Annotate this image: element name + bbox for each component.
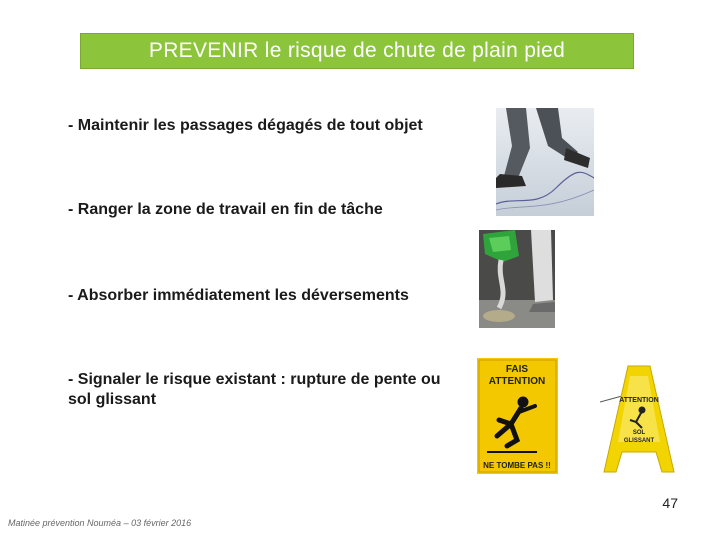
bullet-clear-passages: - Maintenir les passages dégagés de tout objet <box>68 117 423 134</box>
bullet-absorb-spills: - Absorber immédiatement les déversements <box>68 287 409 304</box>
spill-absorb-photo <box>479 230 555 328</box>
footer-text: Matinée prévention Nouméa – 03 février 2016 <box>8 518 192 528</box>
sign-line2: ATTENTION <box>488 376 546 387</box>
wet-floor-cone <box>600 362 680 480</box>
cone-line3: GLISSANT <box>623 438 655 444</box>
fall-warning-sign <box>477 358 558 474</box>
page-number: 47 <box>662 495 678 511</box>
trip-over-cable-photo <box>496 108 594 216</box>
bullet-tidy-workzone: - Ranger la zone de travail en fin de tâche <box>68 201 383 218</box>
sign-bottom: NE TOMBE PAS !! <box>483 461 551 470</box>
title-banner <box>80 33 634 69</box>
cone-line1: ATTENTION <box>619 397 659 404</box>
sign-line1: FAIS <box>505 364 529 375</box>
cone-line2: SOL <box>632 430 646 436</box>
page-title: PREVENIR le risque de chute de plain pied <box>148 39 566 62</box>
bullet-signal-risk: - Signaler le risque existant : rupture de pente ou sol glissant <box>68 371 441 408</box>
